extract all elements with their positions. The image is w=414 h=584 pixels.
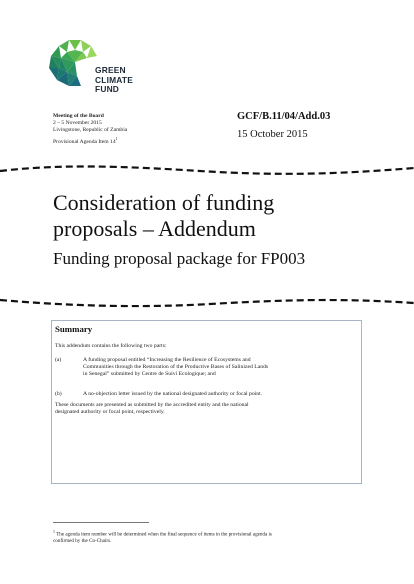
summary-intro: This addendum contains the following two parts: xyxy=(55,343,167,349)
logo-line-fund: FUND xyxy=(95,84,120,95)
logo-wordmark xyxy=(95,66,133,95)
item-b-text: A no-objection letter issued by the national designated authority or focal point. xyxy=(83,391,263,397)
bottom-dashed-wave-divider xyxy=(0,295,414,313)
page-subtitle: Funding proposal package for FP003 xyxy=(53,249,306,268)
meeting-title: Meeting of the Board xyxy=(53,113,104,119)
footnote-separator xyxy=(53,522,149,523)
meeting-info xyxy=(53,113,127,146)
top-dashed-wave-divider xyxy=(0,162,414,180)
footnote-mark: 1 xyxy=(115,135,118,141)
page-title: Consideration of funding proposals – Addendum xyxy=(53,190,275,241)
document-id: GCF/B.11/04/Add.03 xyxy=(237,111,331,122)
logo-line-climate: CLIMATE xyxy=(95,74,133,85)
summary-heading: Summary xyxy=(55,324,93,334)
footnote-number: 1 xyxy=(53,529,55,534)
item-a-label: (a) xyxy=(55,357,62,363)
item-a-text: A funding proposal entitled “Increasing the Resilience of Ecosystems and Communities through the Restoration of the Productive Bases of Salinized Lands in Senegal” submitted by Centre de Suivi Ecologique; and xyxy=(83,357,269,378)
document-date: 15 October 2015 xyxy=(237,129,308,140)
item-b-label: (b) xyxy=(55,391,62,397)
footnote: $^1$ The agenda item number will be determined when the final sequence of items in the provisional agenda is confirmed by the Co-Chairs. xyxy=(53,529,272,545)
agenda-item: Provisional Agenda Item $14^1$ xyxy=(53,135,118,145)
meeting-location: Livingstone, Republic of Zambia xyxy=(53,127,128,134)
meeting-dates: 2 – 5 November 2015 xyxy=(53,120,102,127)
summary-closing: These documents are presented as submitted by the accredited entity and the national designated authority or focal point, respectively. xyxy=(55,402,249,416)
logo-line-green: GREEN xyxy=(95,65,126,75)
